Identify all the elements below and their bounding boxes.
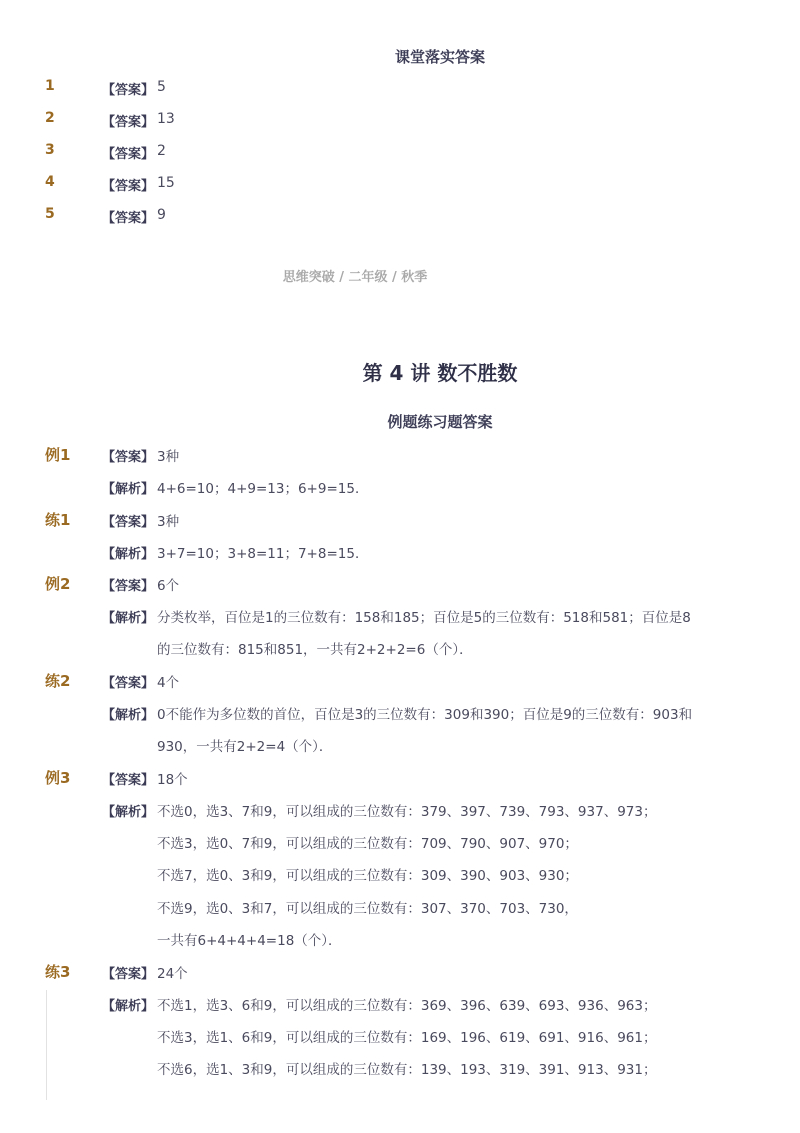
answer-value: 15: [157, 175, 175, 191]
entry-label: 练3: [45, 963, 71, 981]
answer-tag: 【答案】: [102, 515, 155, 530]
entry-label: 例3: [45, 769, 71, 787]
lecture-title: 第 4 讲 数不胜数: [362, 361, 518, 385]
analysis-line: 不选3，选0、7和9，可以组成的三位数有：709、790、907、970；: [157, 836, 578, 852]
analysis-tag: 【解析】: [102, 547, 155, 562]
answer-tag: 【答案】: [102, 676, 155, 691]
analysis-line: 的三位数有：815和851，一共有2+2+2=6（个）．: [157, 642, 473, 658]
page-footer: 思维突破 / 二年级 / 秋季: [282, 270, 428, 285]
answer-text: 3种: [157, 514, 180, 530]
analysis-line: 4+6=10；4+9=13；6+9=15．: [157, 481, 369, 497]
answer-tag: 【答案】: [102, 450, 155, 465]
analysis-line: 一共有6+4+4+4=18（个）．: [157, 933, 342, 949]
answer-tag: 【答案】: [102, 83, 155, 98]
analysis-line: 不选7，选0、3和9，可以组成的三位数有：309、390、903、930；: [157, 868, 578, 884]
entry-label: 例1: [45, 446, 71, 464]
margin-divider: [46, 990, 47, 1100]
analysis-line: 不选9，选0、3和7，可以组成的三位数有：307、370、703、730，: [157, 901, 578, 917]
entry-label: 练2: [45, 672, 71, 690]
answer-text: 4个: [157, 675, 180, 691]
question-number: 1: [45, 78, 55, 94]
analysis-line: 0不能作为多位数的首位，百位是3的三位数有：309和390；百位是9的三位数有：903和: [157, 707, 693, 723]
answer-tag: 【答案】: [102, 179, 155, 194]
analysis-tag: 【解析】: [102, 482, 155, 497]
answer-tag: 【答案】: [102, 147, 155, 162]
entry-label: 练1: [45, 511, 71, 529]
answer-tag: 【答案】: [102, 967, 155, 982]
answer-value: 13: [157, 111, 175, 127]
analysis-line: 3+7=10；3+8=11；7+8=15．: [157, 546, 369, 562]
answer-text: 6个: [157, 578, 180, 594]
section-title-classroom-answers: 课堂落实答案: [394, 48, 485, 66]
answer-value: 5: [157, 79, 166, 95]
analysis-line: 不选3，选1、6和9，可以组成的三位数有：169、196、619、691、916、961；: [157, 1030, 657, 1046]
answer-text: 18个: [157, 772, 188, 788]
analysis-tag: 【解析】: [102, 611, 155, 626]
question-number: 5: [45, 206, 55, 222]
answer-value: 2: [157, 143, 166, 159]
analysis-line: 不选0，选3、7和9，可以组成的三位数有：379、397、739、793、937、973；: [157, 804, 657, 820]
question-number: 4: [45, 174, 55, 190]
answer-text: 24个: [157, 966, 188, 982]
answer-text: 3种: [157, 449, 180, 465]
analysis-tag: 【解析】: [102, 708, 155, 723]
analysis-line: 930，一共有2+2=4（个）．: [157, 739, 333, 755]
section-title-example-answers: 例题练习题答案: [387, 413, 493, 431]
entry-label: 例2: [45, 575, 71, 593]
analysis-tag: 【解析】: [102, 805, 155, 820]
answer-tag: 【答案】: [102, 115, 155, 130]
analysis-line: 不选6，选1、3和9，可以组成的三位数有：139、193、319、391、913、931；: [157, 1062, 657, 1078]
answer-tag: 【答案】: [102, 579, 155, 594]
answer-tag: 【答案】: [102, 211, 155, 226]
question-number: 2: [45, 110, 55, 126]
answer-tag: 【答案】: [102, 773, 155, 788]
analysis-line: 分类枚举，百位是1的三位数有：158和185；百位是5的三位数有：518和581；百位是8: [157, 610, 691, 626]
analysis-line: 不选1，选3、6和9，可以组成的三位数有：369、396、639、693、936、963；: [157, 998, 657, 1014]
answer-value: 9: [157, 207, 166, 223]
analysis-tag: 【解析】: [102, 999, 155, 1014]
question-number: 3: [45, 142, 55, 158]
